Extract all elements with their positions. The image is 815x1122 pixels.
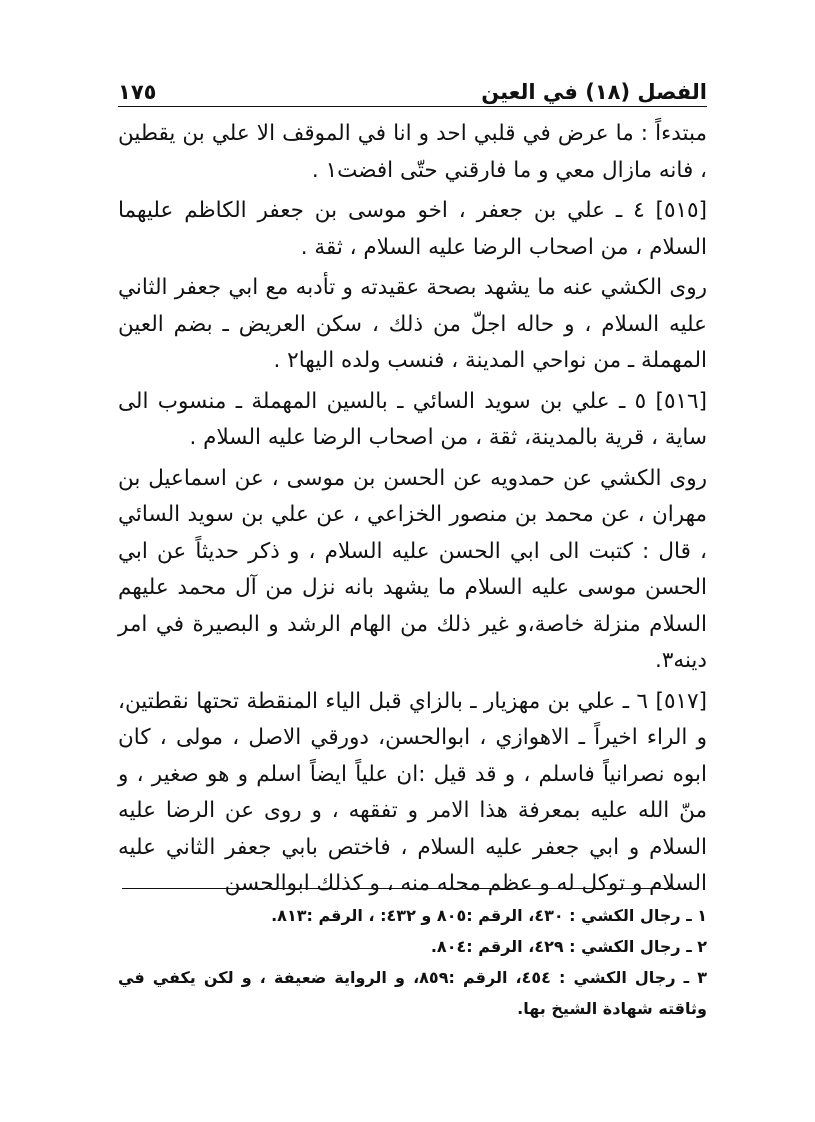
page-number: ١٧٥ (118, 80, 157, 104)
chapter-title: الفصل (١٨) في العين (481, 80, 707, 104)
footnote: ١ ـ رجال الكشي : ٤٣٠، الرقم :٨٠٥ و ٤٣٢: ، الرقم :٨١٣. (271, 906, 707, 925)
paragraph: [٥١٦] ٥ ـ علي بن سويد السائي ـ بالسين المهملة ـ منسوب الى ساية ، قرية بالمدينة، ثقة ، من اصحاب الرضا عليه السلام . (118, 388, 707, 450)
paragraph: [٥١٧] ٦ ـ علي بن مهزيار ـ بالزاي قبل الياء المنقطة تحتها نقطتين، و الراء اخيراً ـ الاهوازي ، ابوالحسن، دورقي الاصل ، مولى ، كان ابوه نصرانياً فاسلم ، و قد قيل :ان علياً ايضاً اسلم و هو صغير ، و منّ الله عليه بمعرفة هذا الامر و تفقهه ، و روى عن الرضا عليه السلام و ابي جعفر عليه السلام ، فاختص بابي جعفر الثاني عليه السلام و توكل له و عظم محله منه ، و كذلك ابوالحسن (118, 688, 707, 896)
footnotes (118, 900, 707, 1024)
paragraph: مبتدءاً : ما عرض في قلبي احد و انا في الموقف الا علي بن يقطين ، فانه مازال معي و ما فارقني حتّى افضت١ . (118, 121, 707, 183)
paragraph: روى الكشي عنه ما يشهد بصحة عقيدته و تأدبه مع ابي جعفر الثاني عليه السلام ، و حاله اجلّ من ذلك ، سكن العريض ـ بضم العين المهملة ـ من نواحي المدينة ، فنسب ولده اليها٢ . (118, 275, 707, 373)
page-header (118, 64, 707, 104)
header-rule (118, 106, 707, 107)
paragraph: روى الكشي عن حمدويه عن الحسن بن موسى ، عن اسماعيل بن مهران ، عن محمد بن منصور الخزاعي ، عن علي بن سويد السائي ، قال : كتبت الى ابي الحسن عليه السلام ، و ذكر حديثاً عن ابي الحسن موسى عليه السلام ما يشهد بانه نزل من آل محمد عليهم السلام منزلة خاصة،و غير ذلك من الهام الرشد و البصيرة في امر دينه٣. (118, 465, 707, 673)
footnote-rule (122, 888, 688, 889)
main-text (118, 116, 707, 907)
footnote: ٢ ـ رجال الكشي : ٤٢٩، الرقم :٨٠٤. (430, 937, 707, 956)
paragraph: [٥١٥] ٤ ـ علي بن جعفر ، اخو موسى بن جعفر الكاظم عليهما السلام ، من اصحاب الرضا عليه السلام ، ثقة . (118, 198, 707, 260)
footnote: ٣ ـ رجال الكشي : ٤٥٤، الرقم :٨٥٩، و الرواية ضعيفة ، و لكن يكفي في وثاقته شهادة الشيخ بها. (118, 968, 708, 1018)
